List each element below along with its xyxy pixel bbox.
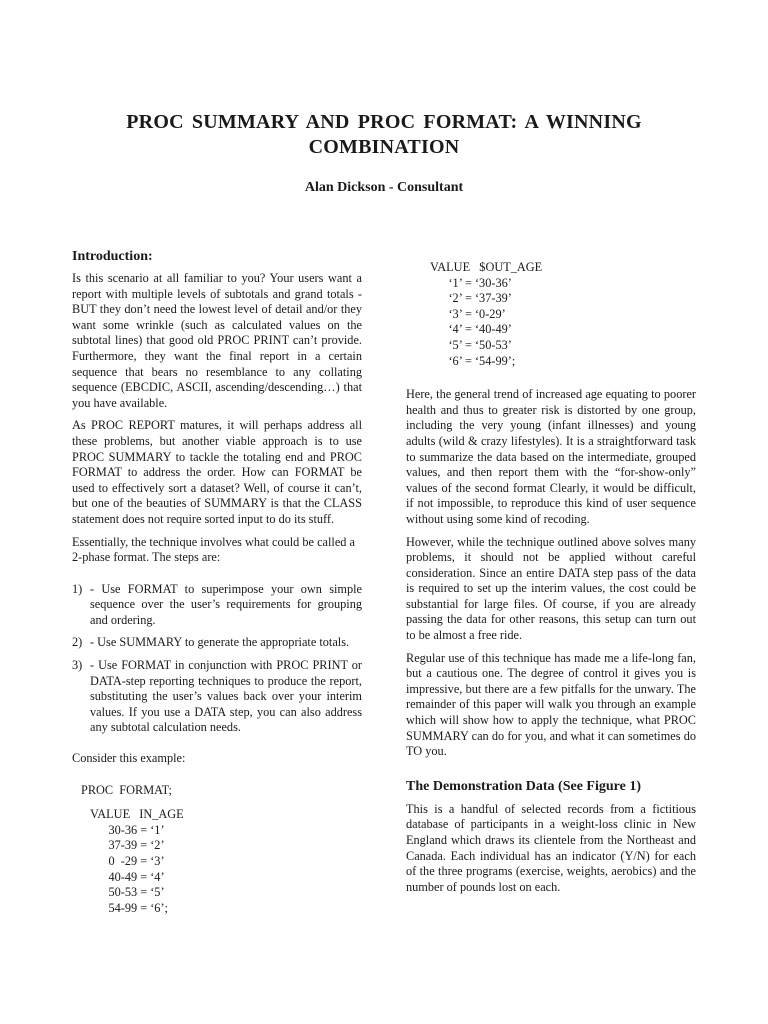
code-out-age-format: VALUE $OUT_AGE ‘1’ = ‘30-36’ ‘2’ = ‘37-39’ ‘3’ = ‘0-29’ ‘4’ = ‘40-49’ ‘5’ = ‘50-53’ ‘6’ = ‘54-99’; [430, 260, 543, 368]
intro-paragraph-2: As PROC REPORT matures, it will perhaps address all these problems, but another viable approach is to use PROC SUMMARY to tackle the totaling end and PROC FORMAT to address the order. How can FORMAT be used to effectively sort a dataset? Well, of course it can’t, but one of the beauties of SUMMARY is that the CLASS statement does not require sorted input to do its stuff. [72, 418, 362, 526]
step-number: 1) [72, 581, 83, 596]
example-intro: Consider this example: [72, 751, 186, 766]
paper-title [0, 110, 768, 160]
right-column [406, 260, 696, 895]
step-number: 3) [72, 658, 83, 673]
step-number: 2) [72, 635, 83, 650]
step-item-2 [72, 635, 362, 651]
left-column [72, 248, 362, 916]
step-item-1 [72, 582, 362, 629]
code-in-age-format: VALUE IN_AGE 30-36 = ‘1’ 37-39 = ‘2’ 0 -29 = ‘3’ 40-49 = ‘4’ 50-53 = ‘5’ 54-99 = ‘6’; [90, 807, 184, 915]
right-paragraph-1: Here, the general trend of increased age equating to poorer health and thus to greater risk is distorted by one group, including the very young (infant illnesses) and young adults (wild & crazy lifestyles). It is a straightforward task to summarize the data based on the intermediate, grouped values, and then report them with the “for-show-only” values of the second format Clearly, it would be difficult, if not impossible, to reproduce this kind of user sequence without using some kind of recoding. [406, 387, 696, 526]
author-line: Alan Dickson - Consultant [304, 180, 464, 195]
intro-paragraph-3: Essentially, the technique involves what could be called a 2-phase format. The steps are: [72, 534, 355, 565]
step-text: - Use FORMAT to superimpose your own simple sequence over the user’s requirements for grouping and ordering. [90, 581, 362, 627]
step-text: - Use FORMAT in conjunction with PROC PRINT or DATA-step reporting techniques to produce the report, substituting the user’s values back over your interim values. If you use a DATA step, you can also address any subtotal calculation needs. [90, 658, 362, 735]
demonstration-data-heading: The Demonstration Data (See Figure 1) [406, 778, 641, 794]
intro-paragraph-1: Is this scenario at all familiar to you? Your users want a report with multiple levels of subtotals and grand totals - BUT they don’t need the lowest level of detail and/or they want some wrinkle (such as calculated values on the subtotal lines) that good old PROC PRINT can’t provide. Furthermore, they want the final report in a certain sequence that bears no resemblance to any collating sequence (EBCDIC, ASCII, ascending/descending…) that you have available. [72, 271, 362, 410]
paper-title-line-1: PROC SUMMARY AND PROC FORMAT: A WINNING [126, 111, 642, 133]
code-proc-format: PROC FORMAT; [81, 782, 172, 797]
right-paragraph-2: However, while the technique outlined above solves many problems, it should not be applied without careful consideration. Since an entire DATA step pass of the data is required to set up the interim values, the cost could be substantial for large files. Of course, if you are already passing the data for other reasons, this setup can turn out to be almost a free ride. [406, 534, 696, 643]
demonstration-paragraph: This is a handful of selected records from a fictitious database of participants in a weight-loss clinic in New England which draws its clientele from the Northeast and Canada. Each individual has an indicator (Y/N) for each of the three programs (exercise, weights, aerobics) and the number of pounds lost on each. [406, 801, 696, 894]
introduction-heading: Introduction: [72, 249, 153, 264]
right-paragraph-3: Regular use of this technique has made me a life-long fan, but a cautious one. The degree of control it gives you is impressive, but there are a few pitfalls for the unwary. The remainder of this paper will walk you through an example which will show how to apply the technique, what PROC SUMMARY can do for you, and what it can sometimes do TO you. [406, 650, 696, 759]
step-item-3 [72, 658, 362, 736]
paper-title-line-2: COMBINATION [308, 136, 460, 158]
step-text: - Use SUMMARY to generate the appropriate totals. [90, 635, 350, 650]
